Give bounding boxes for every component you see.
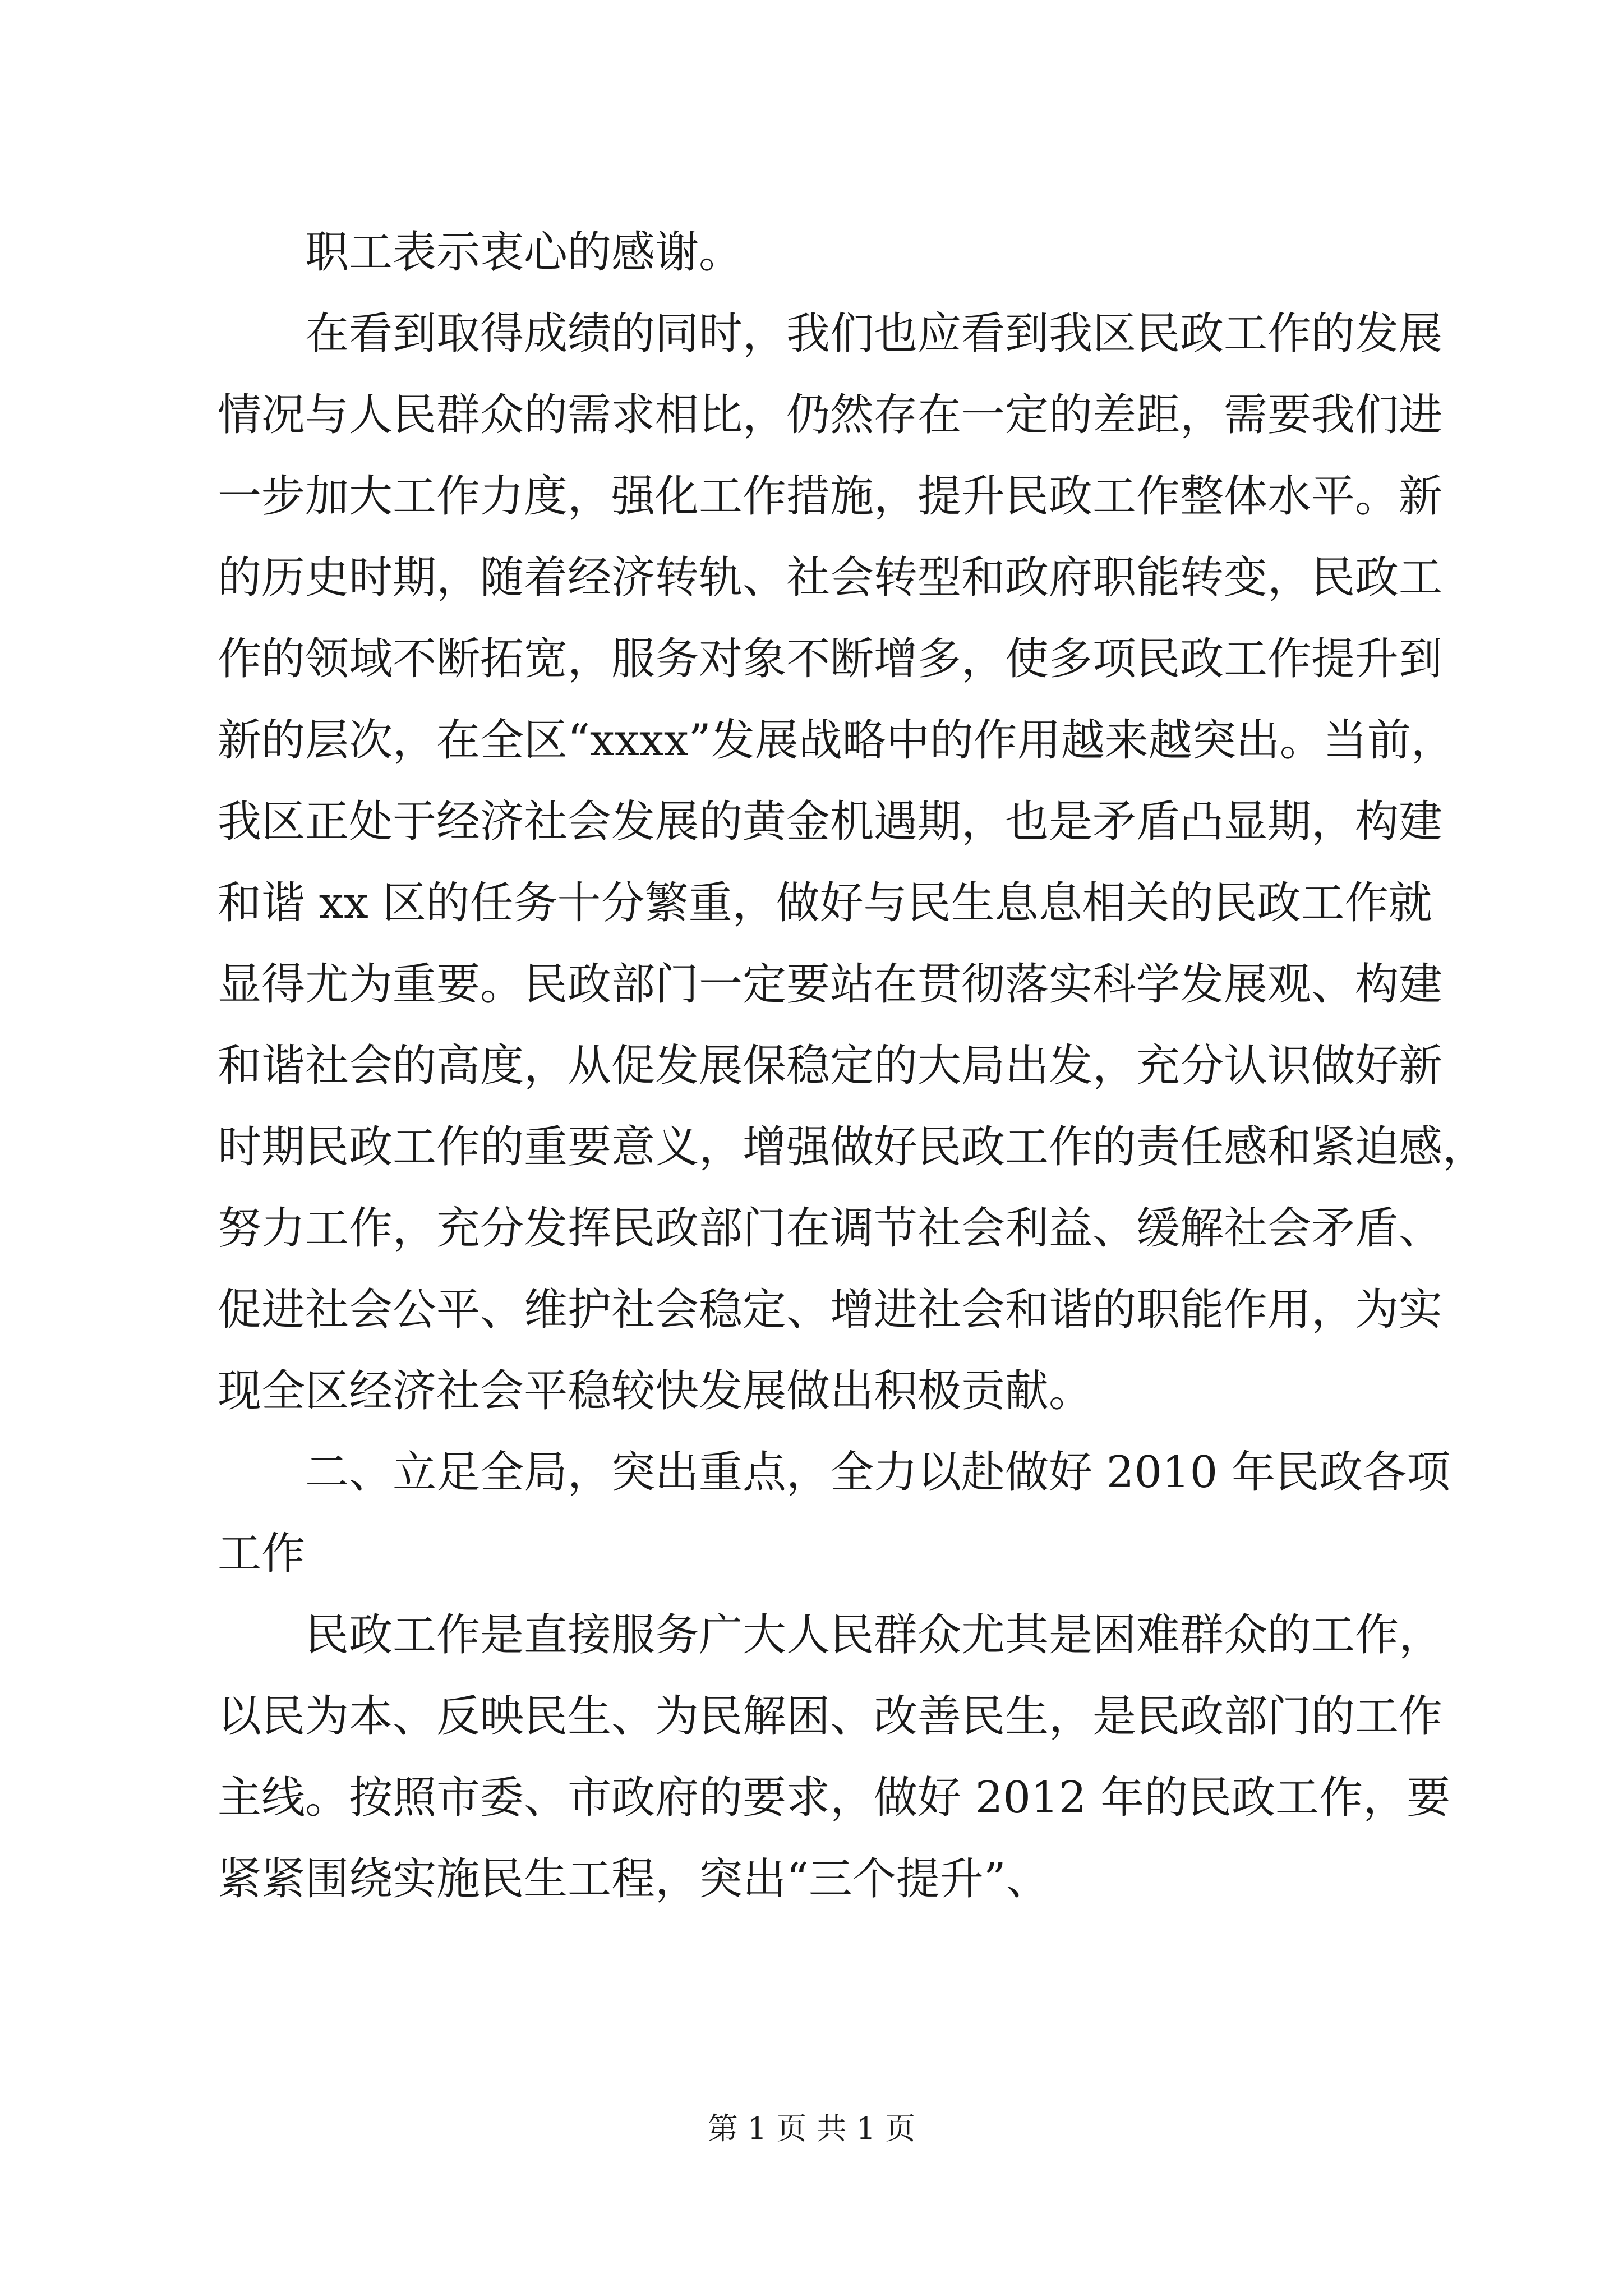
text-line: 作的领域不断拓宽，服务对象不断增多，使多项民政工作提升到 [218,634,1443,684]
text-line: 一步加大工作力度，强化工作措施，提升民政工作整体水平。新 [218,471,1443,522]
text-line: 促进社会公平、维护社会稳定、增进社会和谐的职能作用，为实 [218,1285,1443,1335]
text-line: 和谐社会的高度，从促发展保稳定的大局出发，充分认识做好新 [218,1041,1443,1091]
text-line: 现全区经济社会平稳较快发展做出积极贡献。 [218,1366,1093,1416]
text-line: 新的层次，在全区“xxxx”发展战略中的作用越来越突出。当前， [218,715,1455,766]
text-line: 在看到取得成绩的同时，我们也应看到我区民政工作的发展 [305,309,1443,359]
page-footer: 第 1 页 共 1 页 [707,2111,916,2146]
text-line: 主线。按照市委、市政府的要求，做好 2012 年的民政工作，要 [218,1773,1451,1823]
text-line: 职工表示衷心的感谢。 [305,227,743,278]
section-heading-continued: 工作 [218,1529,306,1579]
text-line: 民政工作是直接服务广大人民群众尤其是困难群众的工作， [305,1610,1443,1660]
text-line: 的历史时期，随着经济转轨、社会转型和政府职能转变，民政工 [218,553,1443,603]
text-line: 显得尤为重要。民政部门一定要站在贯彻落实科学发展观、构建 [218,959,1443,1010]
text-line: 以民为本、反映民生、为民解困、改善民生，是民政部门的工作 [218,1691,1443,1742]
text-line: 我区正处于经济社会发展的黄金机遇期，也是矛盾凸显期，构建 [218,797,1443,847]
text-line: 和谐 xx 区的任务十分繁重，做好与民生息息相关的民政工作就 [218,878,1432,928]
text-line: 努力工作，充分发挥民政部门在调节社会利益、缓解社会矛盾、 [218,1203,1443,1254]
section-heading: 二、立足全局，突出重点，全力以赴做好 2010 年民政各项 [305,1447,1451,1498]
text-line: 情况与人民群众的需求相比，仍然存在一定的差距，需要我们进 [218,390,1443,440]
text-line: 时期民政工作的重要意义，增强做好民政工作的责任感和紧迫感， [218,1122,1487,1172]
text-line: 紧紧围绕实施民生工程，突出“三个提升”、 [218,1854,1050,1904]
